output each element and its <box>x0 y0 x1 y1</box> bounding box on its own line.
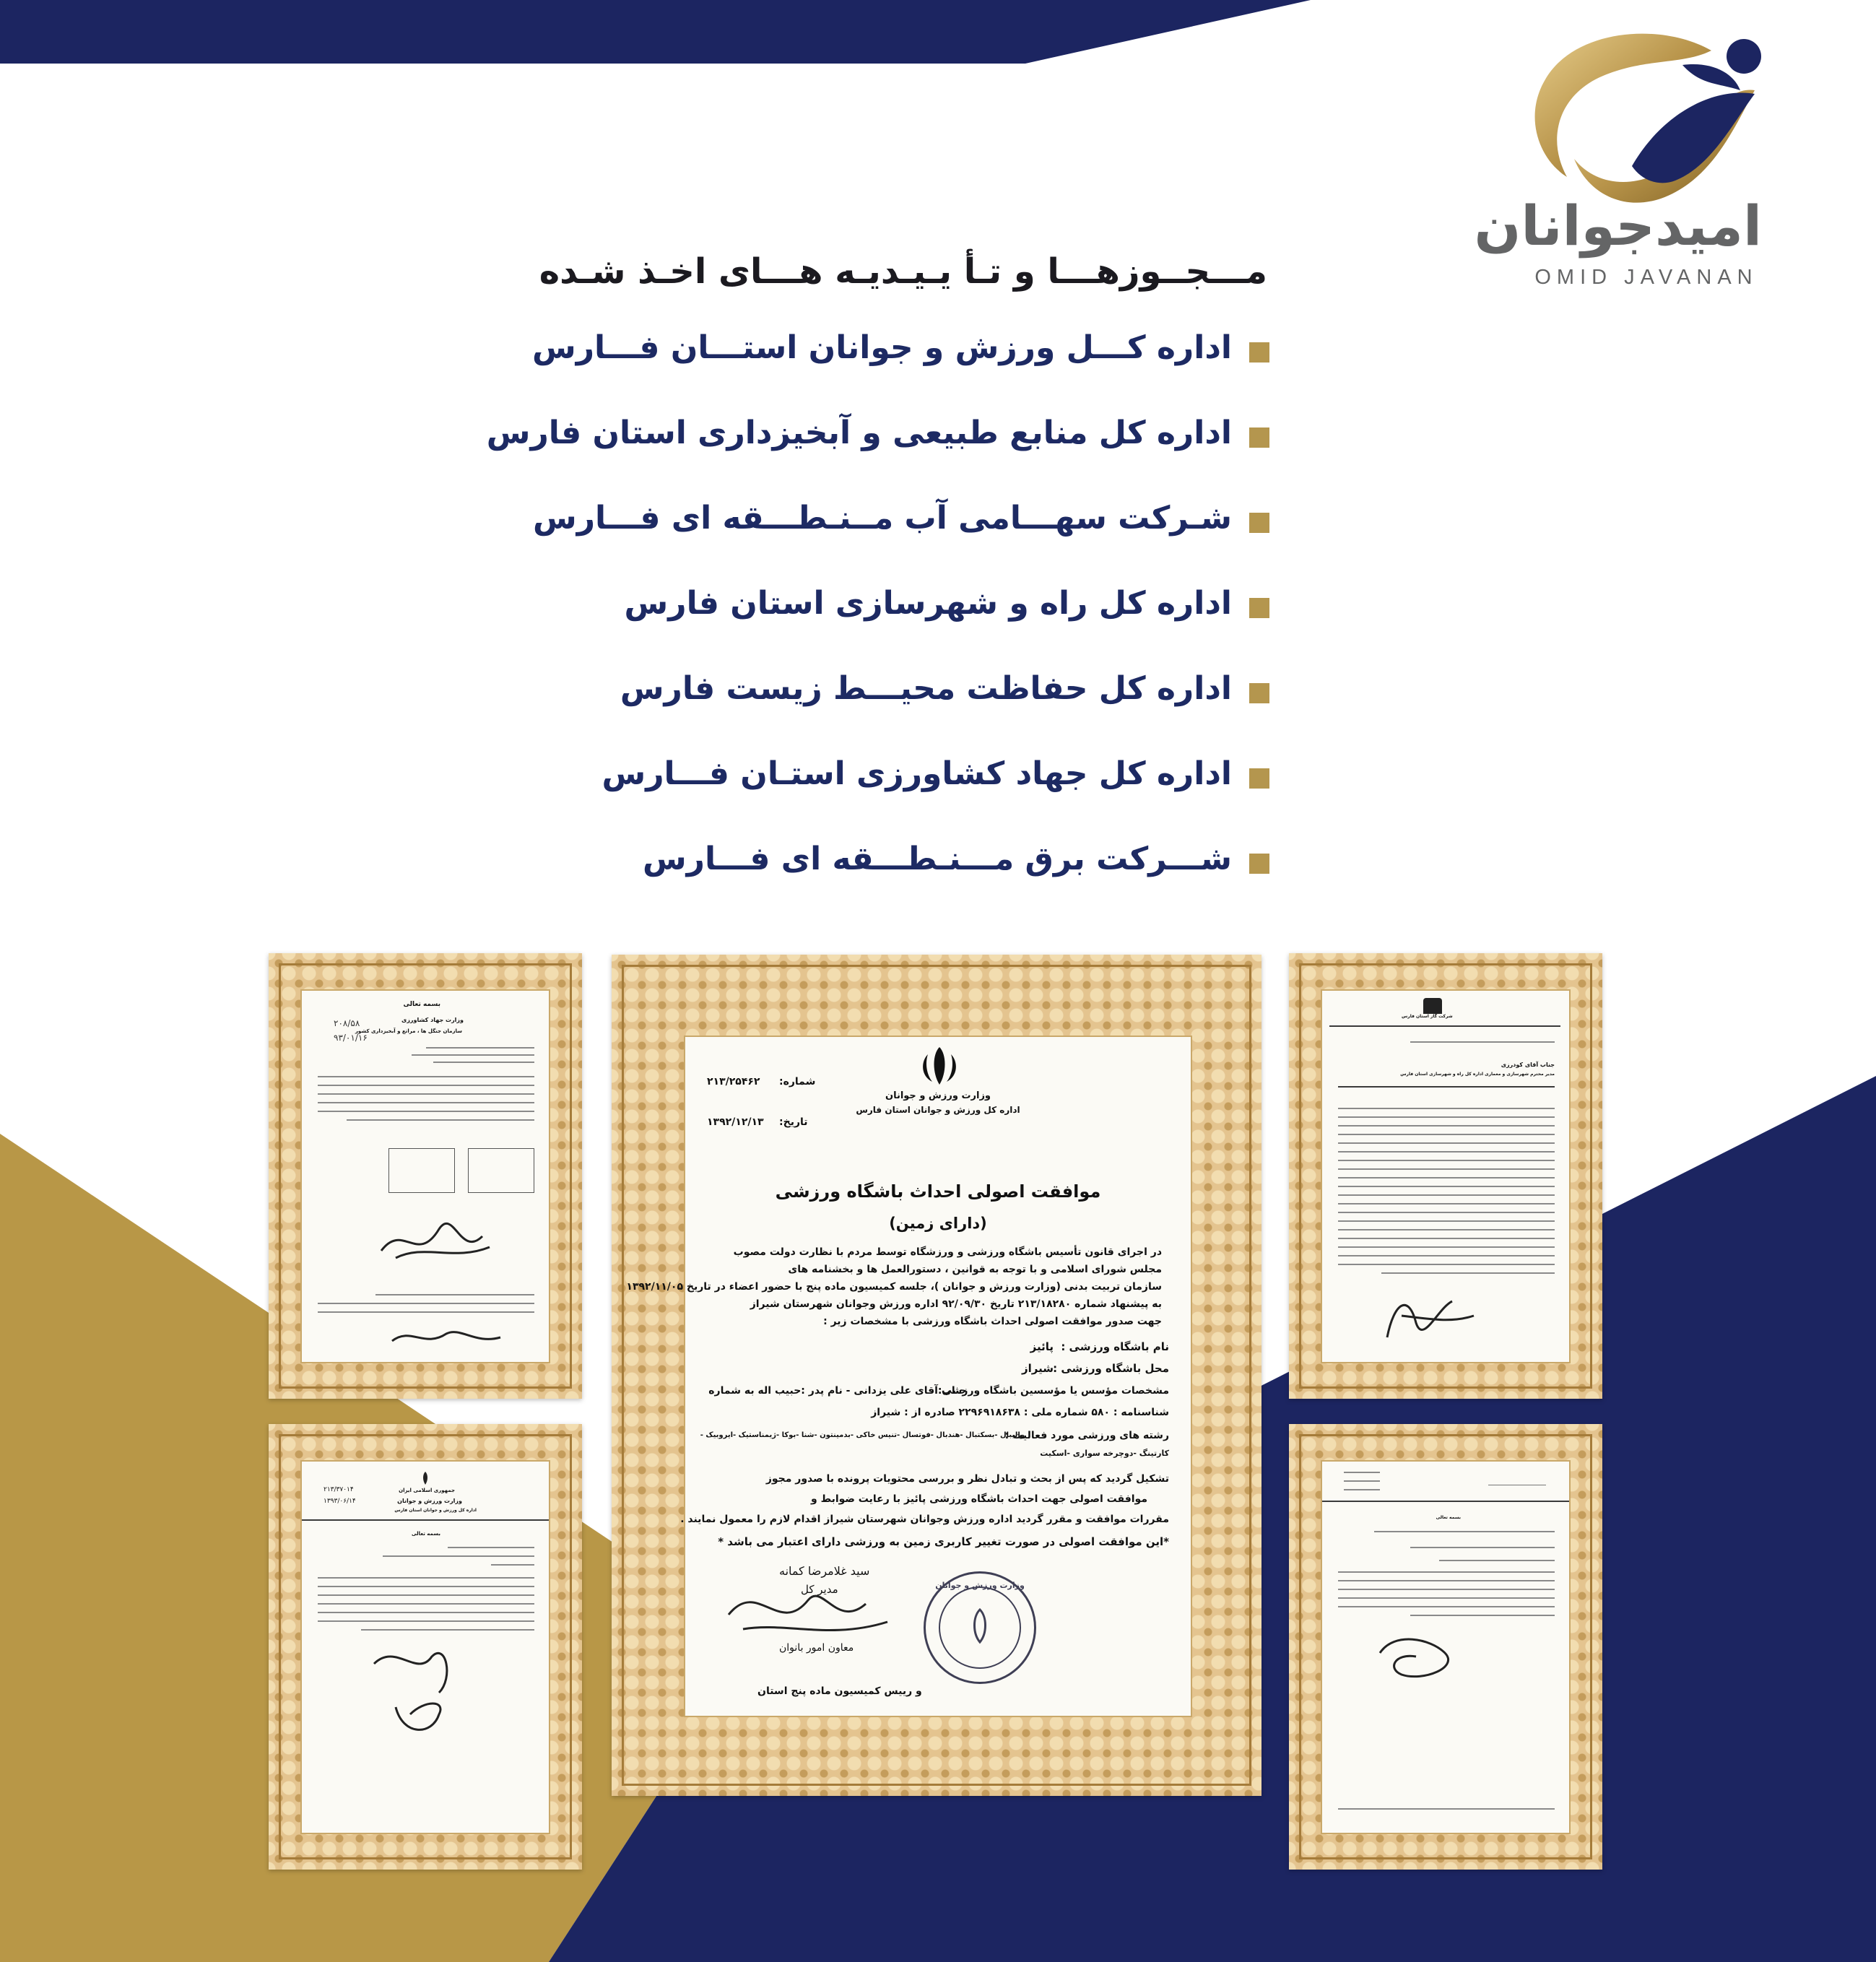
closing-line: موافقت اصولی جهت احداث باشگاه ورزشی پائیز با رعایت ضوابط و <box>811 1493 1147 1505</box>
subject-line: مدیر محترم شهرسازی و معماری اداره کل راه و شهرسازی استان فارس <box>1400 1072 1555 1077</box>
body-line: سازمان تربیت بدنی (وزارت ورزش و جوانان )، جلسه کمیسیون ماده پنج با حضور اعضاء در تاریخ ۱۳۹۲/۱۱/۰۵ <box>626 1281 1162 1293</box>
square-bullet-icon <box>1249 683 1269 703</box>
square-bullet-icon <box>1249 513 1269 533</box>
ministry-name: وزارت ورزش و جوانان <box>397 1498 462 1504</box>
certificate-main <box>612 955 1261 1796</box>
sports-label: رشته های ورزشی مورد فعالیت : <box>1004 1430 1169 1441</box>
letter-number: ۲۱۳/۳۷۰۱۴ <box>323 1486 354 1493</box>
certificate-bottom-left <box>269 1424 582 1870</box>
permit-label: اداره کل حفاظت محیـــط زیست فارس <box>620 670 1232 707</box>
closing-line: مقررات موافقت و مقرر گردید اداره ورزش وجوانان شهرستان شیراز اقدام لازم را معمول نمایند . <box>680 1514 1169 1525</box>
iran-emblem-icon <box>417 1470 433 1486</box>
club-name-label: نام باشگاه ورزشی : <box>1061 1340 1169 1353</box>
certificate-top-left <box>269 953 582 1399</box>
ministry-name: وزارت ورزش و جوانان <box>885 1090 991 1101</box>
square-bullet-icon <box>1249 342 1269 363</box>
office-name: سازمان جنگل ها ، مراتع و آبخیزداری کشور <box>355 1028 462 1034</box>
brand-name-en: OMID JAVANAN <box>1534 266 1758 289</box>
letter-number-label: شماره: <box>779 1076 816 1088</box>
body-line: به پیشنهاد شماره ۲۱۳/۱۸۲۸۰ تاریخ ۹۲/۰۹/۳۰ اداره ورزش وجوانان شهرستان شیراز <box>750 1298 1162 1310</box>
certificate-paper <box>300 1460 550 1834</box>
letter-number: ۲۰۸/۵۸ <box>334 1018 360 1028</box>
basmala: بسمه تعالی <box>403 1001 440 1008</box>
founder-label: مشخصات مؤسس یا مؤسسین باشگاه ورزشی: <box>937 1385 1169 1397</box>
ministry-name: وزارت جهاد کشاورزی <box>401 1017 464 1023</box>
letter-number: ۲۱۳/۲۵۴۶۲ <box>707 1076 760 1088</box>
certificate-paper <box>300 989 550 1363</box>
brand-logo-icon <box>1474 22 1784 303</box>
permit-list <box>487 329 1269 926</box>
closing-note: *این موافقت اصولی در صورت تغییر کاربری زمین به ورزشی دارای اعتبار می باشد * <box>718 1535 1169 1548</box>
iran-emblem-icon <box>916 1044 963 1088</box>
square-bullet-icon <box>1249 598 1269 618</box>
office-name: اداره کل ورزش و جوانان استان فارس <box>394 1508 477 1513</box>
certificate-paper <box>1321 1460 1571 1834</box>
body-line: در اجرای قانون تأسیس باشگاه ورزشی و ورزشگاه توسط مردم با نظارت دولت مصوب <box>733 1246 1162 1258</box>
body-line: جهت صدور موافقت اصولی احداث باشگاه ورزشی با مشخصات زیر : <box>823 1316 1162 1327</box>
list-item <box>487 755 1269 841</box>
list-item <box>487 841 1269 926</box>
list-item <box>487 585 1269 670</box>
official-stamp <box>924 1571 1036 1684</box>
permit-label: شـرکت سهـــامی آب مــنـطـــقه ای فـــارس <box>533 500 1232 537</box>
founder-value: جناب آقای علی یزدانی - نام پدر :حبیب اله به شماره <box>708 1385 967 1397</box>
signer-title: مدیر کل <box>801 1583 838 1596</box>
basmala: بسمه تعالی <box>1436 1515 1461 1520</box>
square-bullet-icon <box>1249 768 1269 789</box>
company-logo-icon <box>1423 998 1442 1014</box>
page-heading: مـــجــوزهـــا و تـأ یـیـدیـه هـــای اخـذ شـده <box>539 251 1267 292</box>
document-title: موافقت اصولی احداث باشگاه ورزشی <box>775 1181 1101 1202</box>
letter-date-label: تاریخ: <box>779 1116 808 1128</box>
list-item <box>487 329 1269 414</box>
document-subtitle: (دارای زمین) <box>889 1215 987 1232</box>
sports-value: والیبال -بسکتبال -هندبال -فوتسال -تنیس خاکی -بدمینتون -شنا -بوکا -ژیمناستیک -ایروبیک - <box>700 1431 1025 1439</box>
basmala: بسمه تعالی <box>411 1531 440 1537</box>
letterhead <box>1488 1472 1546 1485</box>
navy-top-band <box>0 0 1311 64</box>
body-line: مجلس شورای اسلامی و با توجه به قوانین ، دستورالعمل ها و بخشنامه های <box>788 1264 1162 1275</box>
letter-date: ۱۳۹۳/۰۶/۱۴ <box>323 1498 356 1505</box>
sports-value-2: کارتینگ -دوچرخه سواری -اسکیت <box>1040 1449 1169 1458</box>
certificate-bottom-right <box>1289 1424 1602 1870</box>
list-item <box>487 414 1269 500</box>
id-line: شناسنامه : ۵۸۰ شماره ملی : ۲۲۹۶۹۱۸۶۳۸ صادره از : شیراز <box>871 1407 1169 1418</box>
permit-label: شـــرکت برق مـــنـطـــقه ای فـــارس <box>642 841 1232 877</box>
addressee: جناب آقای کودرزی <box>1501 1062 1555 1068</box>
certificate-top-right <box>1289 953 1602 1399</box>
signer-name: سید غلامرضا کمانه <box>779 1564 870 1578</box>
closing-line: تشکیل گردید که پس از بحث و تبادل نظر و بررسی محتویات پرونده با صدور مجوز <box>765 1473 1169 1485</box>
stamp-text: وزارت ورزش و جوانان <box>935 1581 1025 1590</box>
permit-label: اداره کل منابع طبیعی و آبخیزداری استان فارس <box>486 414 1232 451</box>
list-item <box>487 500 1269 585</box>
office-name: اداره کل ورزش و جوانان استان فارس <box>856 1105 1020 1115</box>
certificate-paper <box>626 1036 1192 1717</box>
permit-label: اداره کل جهاد کشاورزی استـان فـــارس <box>602 755 1232 792</box>
certificate-paper <box>1321 989 1571 1363</box>
company-name: شرکت گاز استان فارس <box>1402 1014 1453 1019</box>
list-item <box>487 670 1269 755</box>
country-name: جمهوری اسلامی ایران <box>399 1488 455 1493</box>
permit-label: اداره کـــل ورزش و جوانان استـــان فـــارس <box>532 329 1232 366</box>
deputy-title: معاون امور بانوان <box>779 1642 854 1654</box>
brand-name-fa: امیدجوانان <box>1474 194 1762 258</box>
letter-date: ۹۳/۰۱/۱۶ <box>334 1033 368 1043</box>
commission-footer: و رییس کمیسیون ماده پنج استان <box>757 1685 922 1697</box>
letter-date: ۱۳۹۲/۱۲/۱۳ <box>707 1116 764 1128</box>
club-name: پائیز <box>1030 1340 1054 1353</box>
permit-label: اداره کل راه و شهرسازی استان فارس <box>624 585 1232 622</box>
square-bullet-icon <box>1249 854 1269 874</box>
club-location: شیراز <box>1022 1362 1054 1375</box>
club-location-label: محل باشگاه ورزشی : <box>1053 1362 1169 1375</box>
square-bullet-icon <box>1249 427 1269 448</box>
